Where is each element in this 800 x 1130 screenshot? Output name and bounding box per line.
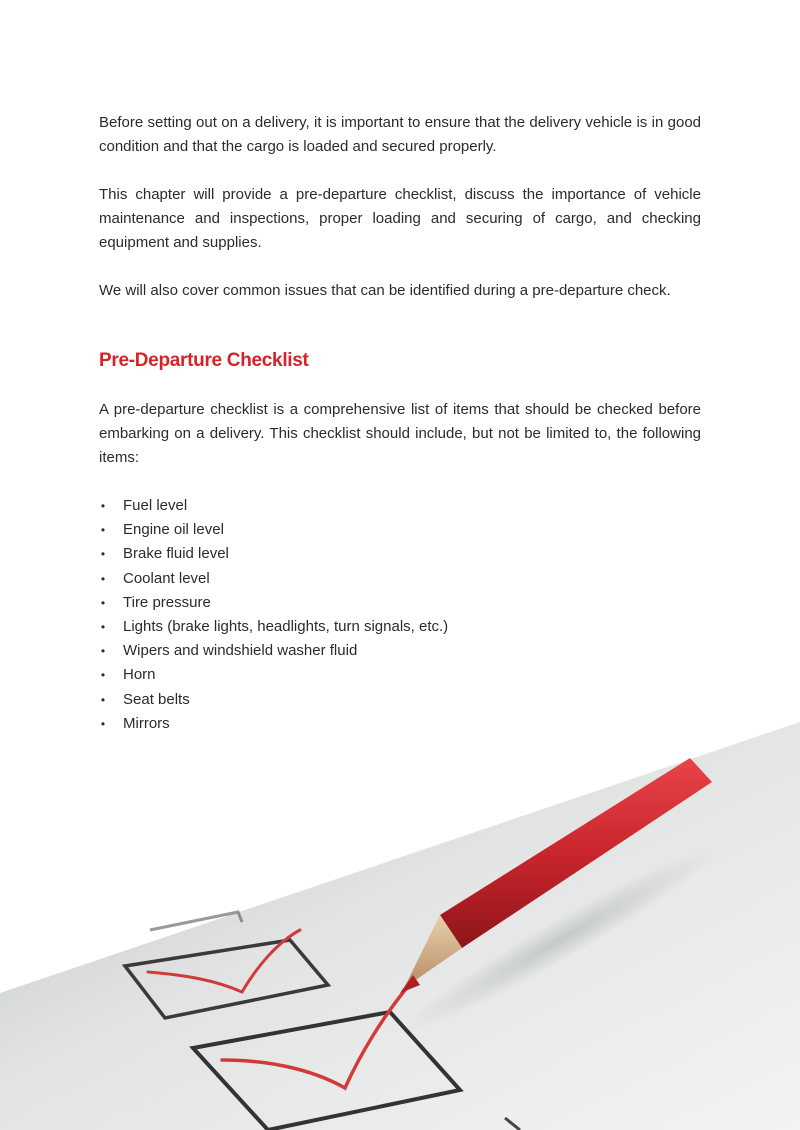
- intro-paragraph-1: Before setting out on a delivery, it is important to ensure that the delivery vehicle is in good condition and that the cargo is loaded and secured properly.: [99, 114, 701, 155]
- bullet-icon: •: [100, 547, 106, 562]
- bullet-icon: •: [100, 716, 106, 731]
- list-item-label: Lights (brake lights, headlights, turn signals, etc.): [123, 617, 449, 635]
- intro-paragraph-2: This chapter will provide a pre-departure checklist, discuss the importance of vehicle maintenance and inspections, proper loading and securing of cargo, and checking equipment and supplies.: [99, 186, 701, 251]
- list-item-label: Horn: [123, 666, 156, 684]
- bullet-icon: •: [100, 595, 106, 610]
- list-item-label: Mirrors: [123, 714, 170, 732]
- intro-paragraph-3: We will also cover common issues that can be identified during a pre-departure check.: [99, 282, 671, 299]
- bullet-icon: •: [100, 668, 106, 683]
- bullet-icon: •: [100, 692, 106, 707]
- list-item-label: Fuel level: [123, 497, 188, 514]
- section-heading: Pre-Departure Checklist: [99, 350, 309, 371]
- bullet-icon: •: [100, 571, 106, 586]
- bullet-icon: •: [100, 619, 106, 634]
- list-item-label: Coolant level: [123, 569, 210, 587]
- list-item-label: Tire pressure: [123, 593, 211, 611]
- list-item-label: Seat belts: [123, 690, 190, 708]
- bullet-icon: •: [100, 523, 106, 538]
- list-item-label: Engine oil level: [123, 521, 224, 539]
- section-paragraph: A pre-departure checklist is a comprehensive list of items that should be checked before embarking on a delivery. This checklist should include, but not be limited to, the following items:: [99, 401, 701, 466]
- bullet-icon: •: [100, 499, 106, 513]
- list-item-label: Wipers and windshield washer fluid: [123, 642, 358, 660]
- list-item-label: Brake fluid level: [123, 545, 229, 563]
- bullet-icon: •: [100, 644, 106, 659]
